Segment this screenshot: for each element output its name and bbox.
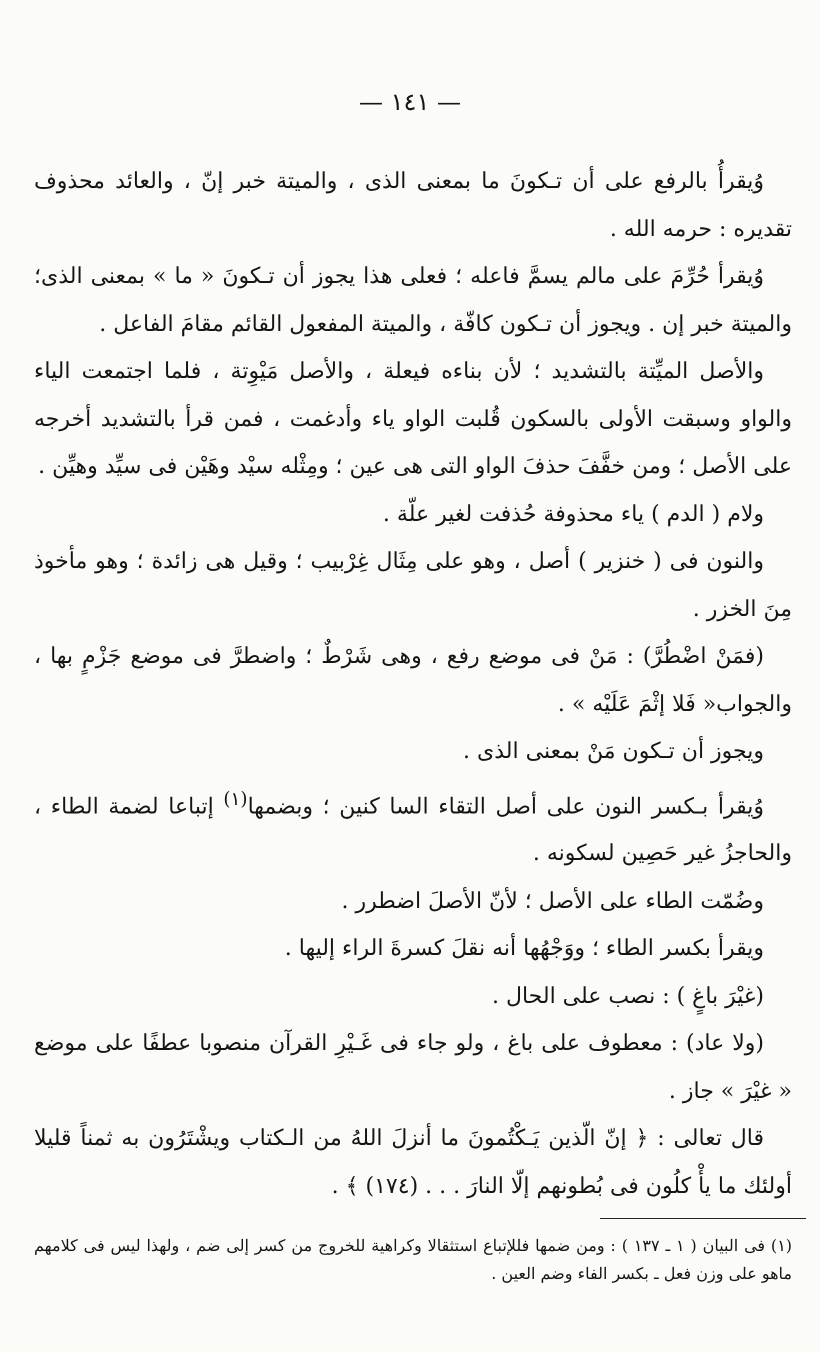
paragraph-10: ويقرأ بكسر الطاء ؛ ووَجْهُها أنه نقلَ كسرةَ الراء إليها . <box>284 936 764 962</box>
footnote-reference: (١) <box>223 788 248 810</box>
paragraph-12: (ولا عاد) : معطوف على باغ ، ولو جاء فى غَـيْرِ القرآن منصوبا عطفًا على موضع « غيْرَ » جاز . <box>34 1031 792 1104</box>
paragraph-13: قال تعالى : ﴿ إنّ الّذين يَـكْتُمونَ ما أنزلَ اللهُ من الـكتاب ويشْتَرُون به ثمناً قليلا أولئك ما يأْ كلُون فى بُطونهم إلّا النارَ . . . (١٧٤) ﴾ . <box>34 1126 792 1199</box>
paragraph-1: وُيقرأُ بالرفع على أن تـكونَ ما بمعنى الذى ، والميتة خبر إنّ ، والعائد محذوف تقديره : حرمه الله . <box>34 169 792 242</box>
paragraph-11: (غيْرَ باغٍ ) : نصب على الحال . <box>491 983 764 1009</box>
paragraph-3: والأصل الميِّتة بالتشديد ؛ لأن بناءه فيعلة ، والأصل مَيْوِتة ، فلما اجتمعت الياء والواو وسبقت الأولى بالسكون قُلبت الواو ياء وأدغمت ، فمن قرأ بالتشديد أخرجه على الأصل ؛ ومن خفَّفَ حذفَ الواو التى هى عين ؛ ومِثْله سيْد وهَيْن فى سيِّد وهيِّن . <box>34 359 792 479</box>
footnote-divider <box>600 1218 806 1219</box>
paragraph-9: وضُمّت الطاء على الأصل ؛ لأنّ الأصلَ اضطرر . <box>341 888 764 914</box>
paragraph-6: (فمَنْ اضْطُرَّ) : مَنْ فى موضع رفع ، وهى شَرْطٌ ؛ واضطرَّ فى موضع جَزْمٍ بها ، والجواب« فَلا إثْمَ عَلَيْه » . <box>34 644 792 717</box>
paragraph-2: وُيقرأ حُرِّمَ على مالم يسمَّ فاعله ؛ فعلى هذا يجوز أن تـكونَ « ما » بمعنى الذى؛ والميتة خبر إن . ويجوز أن تـكون كافّة ، والميتة المفعول القائم مقامَ الفاعل . <box>34 264 792 337</box>
paragraph-4: ولام ( الدم ) ياء محذوفة حُذفت لغير علّة . <box>382 501 764 527</box>
paragraph-5: والنون فى ( خنزير ) أصل ، وهو على مِثَال غِرْبيب ؛ وقيل هى زائدة ؛ وهو مأخوذ مِنَ الخزر . <box>34 549 792 622</box>
paragraph-8-part-2: إتباعا لضمة الطاء ، والحاجزُ غير حَصِين لسكونه . <box>34 793 792 867</box>
paragraph-7: ويجوز أن تـكون مَنْ بمعنى الذى . <box>463 739 764 764</box>
page-number: — ١٤١ — <box>359 88 461 116</box>
main-text <box>34 158 792 1210</box>
paragraph-8-part-1: وُيقرأ بـكسر النون على أصل التقاء السا كنين ؛ وبضمها <box>247 793 764 819</box>
paragraph-8 <box>34 776 792 878</box>
footnotes <box>34 1232 792 1288</box>
footnote-1: (١) فى البيان ( ١ ـ ١٣٧ ) : ومن ضمها فللإتباع استثقالا وكراهية للخروج من كسر إلى ضم ، ولهذا ليس فى كلامهم ماهو على وزن فعل ـ بكسر الفاء وضم العين . <box>34 1236 793 1283</box>
